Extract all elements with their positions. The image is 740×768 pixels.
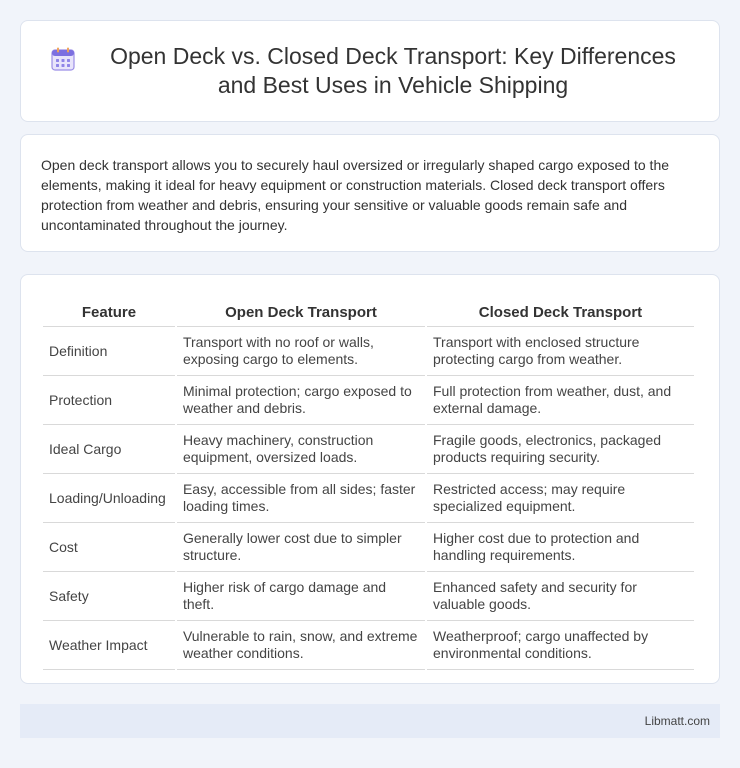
title-card — [20, 20, 720, 122]
open-deck-cell: Transport with no roof or walls, exposing cargo to elements. — [177, 327, 425, 376]
open-deck-cell: Higher risk of cargo damage and theft. — [177, 572, 425, 621]
table-row — [43, 327, 694, 376]
table-row — [43, 425, 694, 474]
footer — [20, 704, 720, 738]
table-row — [43, 572, 694, 621]
open-deck-cell: Generally lower cost due to simpler structure. — [177, 523, 425, 572]
closed-deck-cell: Restricted access; may require specialized equipment. — [427, 474, 694, 523]
title-wrap — [50, 42, 690, 100]
header-closed-deck: Closed Deck Transport — [427, 295, 694, 327]
table-row — [43, 523, 694, 572]
table-row — [43, 474, 694, 523]
open-deck-cell: Easy, accessible from all sides; faster loading times. — [177, 474, 425, 523]
feature-cell: Loading/Unloading — [43, 474, 175, 523]
feature-cell: Ideal Cargo — [43, 425, 175, 474]
table-row — [43, 376, 694, 425]
closed-deck-cell: Full protection from weather, dust, and external damage. — [427, 376, 694, 425]
header-open-deck: Open Deck Transport — [177, 295, 425, 327]
closed-deck-cell: Fragile goods, electronics, packaged products requiring security. — [427, 425, 694, 474]
closed-deck-cell: Weatherproof; cargo unaffected by environmental conditions. — [427, 621, 694, 670]
table-row — [43, 621, 694, 670]
open-deck-cell: Vulnerable to rain, snow, and extreme weather conditions. — [177, 621, 425, 670]
comparison-table-card — [20, 274, 720, 684]
closed-deck-cell: Transport with enclosed structure protecting cargo from weather. — [427, 327, 694, 376]
page-title: Open Deck vs. Closed Deck Transport: Key Differences and Best Uses in Vehicle Shipping — [110, 43, 676, 98]
intro-paragraph: Open deck transport allows you to securely haul oversized or irregularly shaped cargo exposed to the elements, making it ideal for heavy equipment or construction materials. Closed deck transport offers protection from weather and debris, ensuring your sensitive or valuable goods remain safe and uncontaminated throughout the journey. — [41, 157, 670, 233]
feature-cell: Definition — [43, 327, 175, 376]
intro-card — [20, 134, 720, 252]
feature-cell: Protection — [43, 376, 175, 425]
table-header-row — [43, 295, 694, 327]
closed-deck-cell: Enhanced safety and security for valuable goods. — [427, 572, 694, 621]
comparison-table — [41, 295, 696, 670]
open-deck-cell: Heavy machinery, construction equipment, oversized loads. — [177, 425, 425, 474]
feature-cell: Weather Impact — [43, 621, 175, 670]
footer-brand: Libmatt.com — [644, 714, 710, 728]
header-feature: Feature — [43, 295, 175, 327]
open-deck-cell: Minimal protection; cargo exposed to weather and debris. — [177, 376, 425, 425]
calendar-icon — [50, 46, 76, 72]
feature-cell: Safety — [43, 572, 175, 621]
feature-cell: Cost — [43, 523, 175, 572]
closed-deck-cell: Higher cost due to protection and handling requirements. — [427, 523, 694, 572]
